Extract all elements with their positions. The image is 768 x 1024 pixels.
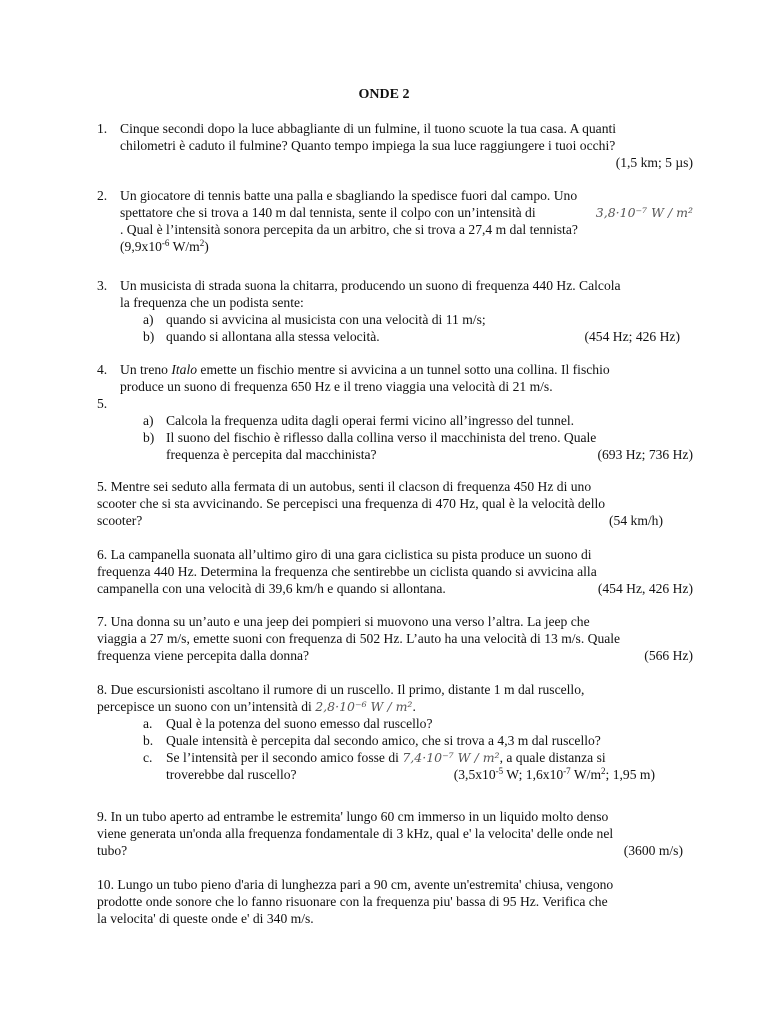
question-2 bbox=[97, 187, 693, 255]
question-7 bbox=[97, 613, 693, 664]
question-number: 1. bbox=[97, 121, 108, 136]
question-text-line: Cinque secondi dopo la luce abbagliante di un fulmine, il tuono scuote la tua casa. A quanti bbox=[120, 121, 617, 136]
sub-item-text: frequenza è percepita dal macchinista? bbox=[166, 447, 377, 462]
question-text-line: frequenza 440 Hz. Determina la frequenza che sentirebbe un ciclista quando si avvicina alla bbox=[97, 564, 597, 579]
question-4 bbox=[97, 361, 693, 463]
question-text-line: la frequenza che un podista sente: bbox=[120, 295, 304, 310]
question-9 bbox=[97, 808, 693, 859]
question-text: spettatore che si trova a 140 m dal tennista, sente il colpo con un’intensità di bbox=[120, 205, 536, 220]
sub-item-text: quando si avvicina al musicista con una velocità di 11 m/s; bbox=[166, 312, 486, 327]
question-text-line bbox=[120, 187, 693, 204]
sub-item-label: b) bbox=[143, 430, 155, 445]
sub-item-c bbox=[143, 749, 693, 783]
question-number: 4. bbox=[97, 362, 108, 377]
question-text-line: la velocita' di queste onde e' di 340 m/s. bbox=[97, 911, 314, 926]
sub-item-text: Il suono del fischio è riflesso dalla collina verso il macchinista del treno. Quale bbox=[166, 430, 597, 445]
sub-item-label: b) bbox=[143, 329, 155, 344]
question-text: scooter? bbox=[97, 513, 143, 528]
question-text-line: produce un suono di frequenza 650 Hz e il treno viaggia una velocità di 21 m/s. bbox=[120, 379, 553, 394]
sub-item-text: Se l’intensità per il secondo amico fosse di 7,4·10⁻⁷ W / m², a quale distanza si bbox=[166, 750, 606, 765]
sub-item-text: Qual è la potenza del suono emesso dal ruscello? bbox=[166, 716, 433, 731]
stray-number: 5. bbox=[97, 396, 108, 411]
question-3 bbox=[97, 277, 693, 345]
question-10 bbox=[97, 876, 693, 927]
question-text: tubo? bbox=[97, 843, 128, 858]
sub-item-label: c. bbox=[143, 750, 153, 765]
question-text-line: prodotte onde sonore che lo fanno risuonare con la frequenza piu' bassa di 95 Hz. Verifica che bbox=[97, 894, 608, 909]
sub-item-text: Calcola la frequenza udita dagli operai fermi vicino all’ingresso del tunnel. bbox=[166, 413, 575, 428]
answer: ($3,5x10^{-5}$ W; $1,6x10^{-7}$ $W/m^2$; 1,95 m) bbox=[453, 766, 655, 782]
sub-item-a bbox=[143, 311, 693, 328]
answer: (566 Hz) bbox=[644, 648, 693, 663]
question-text-line: viene generata un'onda alla frequenza fondamentale di 3 kHz, qual e' la velocita' delle onde nel bbox=[97, 826, 614, 841]
intensity-formula: 3,8·10⁻⁷ W / m² bbox=[595, 205, 693, 220]
question-text-line: percepisce un suono con un’intensità di 2,8·10⁻⁶ W / m². bbox=[97, 699, 416, 714]
question-text: frequenza viene percepita dalla donna? bbox=[97, 648, 310, 663]
answer: ($9,9x10^{-6}$ $W/m^2$) bbox=[120, 238, 209, 254]
answer: (693 Hz; 736 Hz) bbox=[597, 447, 693, 462]
sub-item-b bbox=[143, 429, 693, 463]
question-text-line: 9. In un tubo aperto ad entrambe le estremita' lungo 60 cm immerso in un liquido molto denso bbox=[97, 809, 609, 824]
question-text-line: scooter che si sta avvicinando. Se percepisci una frequenza di 470 Hz, qual è la velocità dello bbox=[97, 496, 606, 511]
answer: (454 Hz, 426 Hz) bbox=[597, 581, 693, 596]
sub-item-label: a. bbox=[143, 716, 153, 731]
question-number: 2. bbox=[97, 188, 108, 203]
question-text-line: Un treno Italo emette un fischio mentre si avvicina a un tunnel sotto una collina. Il fischio bbox=[120, 362, 610, 377]
sub-item-label: a) bbox=[143, 413, 154, 428]
question-text-line: viaggia a 27 m/s, emette suoni con frequenza di 502 Hz. L’auto ha una velocità di 13 m/s. Quale bbox=[97, 631, 621, 646]
intensity-formula: 7,4·10⁻⁷ W / m² bbox=[402, 750, 500, 765]
sub-item-label: b. bbox=[143, 733, 154, 748]
question-text-line: 7. Una donna su un’auto e una jeep dei pompieri si muovono una verso l’altra. La jeep che bbox=[97, 614, 590, 629]
sub-item-b bbox=[143, 732, 693, 749]
question-text-line: 10. Lungo un tubo pieno d'aria di lunghezza pari a 90 cm, avente un'estremita' chiusa, vengono bbox=[97, 877, 614, 892]
page-title: ONDE 2 bbox=[358, 87, 410, 102]
question-8 bbox=[97, 681, 693, 783]
question-number: 3. bbox=[97, 278, 108, 293]
answer: (54 km/h) bbox=[609, 513, 663, 528]
question-6 bbox=[97, 546, 693, 597]
sub-item-text: troverebbe dal ruscello? bbox=[166, 767, 297, 782]
question-5 bbox=[97, 478, 693, 529]
question-1 bbox=[97, 120, 693, 171]
question-text-line: 8. Due escursionisti ascoltano il rumore di un ruscello. Il primo, distante 1 m dal ruscello, bbox=[97, 682, 585, 697]
question-text-line: 5. Mentre sei seduto alla fermata di un autobus, senti il clacson di frequenza 450 Hz di uno bbox=[97, 479, 592, 494]
sub-item-text: Quale intensità è percepita dal secondo amico, che si trova a 4,3 m dal ruscello? bbox=[166, 733, 601, 748]
intensity-formula: 2,8·10⁻⁶ W / m² bbox=[315, 699, 413, 714]
question-text: campanella con una velocità di 39,6 km/h e quando si allontana. bbox=[97, 581, 446, 596]
sub-item-label: a) bbox=[143, 312, 154, 327]
question-text: . Qual è l’intensità sonora percepita da un arbitro, che si trova a 27,4 m dal tennista? bbox=[120, 222, 578, 237]
question-text-line bbox=[120, 204, 693, 221]
sub-item-a bbox=[143, 412, 693, 429]
answer: (3600 m/s) bbox=[623, 843, 683, 858]
answer: (454 Hz; 426 Hz) bbox=[584, 329, 680, 344]
sub-item-text: quando si allontana alla stessa velocità. bbox=[166, 329, 380, 344]
question-text-line: 6. La campanella suonata all’ultimo giro di una gara ciclistica su pista produce un suono di bbox=[97, 547, 592, 562]
sub-item-b bbox=[143, 328, 693, 345]
sub-item-a bbox=[143, 715, 693, 732]
question-text-line: chilometri è caduto il fulmine? Quanto tempo impiega la sua luce raggiungere i tuoi occhi? bbox=[120, 138, 616, 153]
question-text-line bbox=[120, 221, 693, 238]
question-text: Un giocatore di tennis batte una palla e sbagliando la spedisce fuori dal campo. Uno bbox=[120, 188, 578, 203]
answer: (1,5 km; 5 µs) bbox=[615, 155, 693, 170]
question-text-line: Un musicista di strada suona la chitarra, producendo un suono di frequenza 440 Hz. Calcola bbox=[120, 278, 621, 293]
